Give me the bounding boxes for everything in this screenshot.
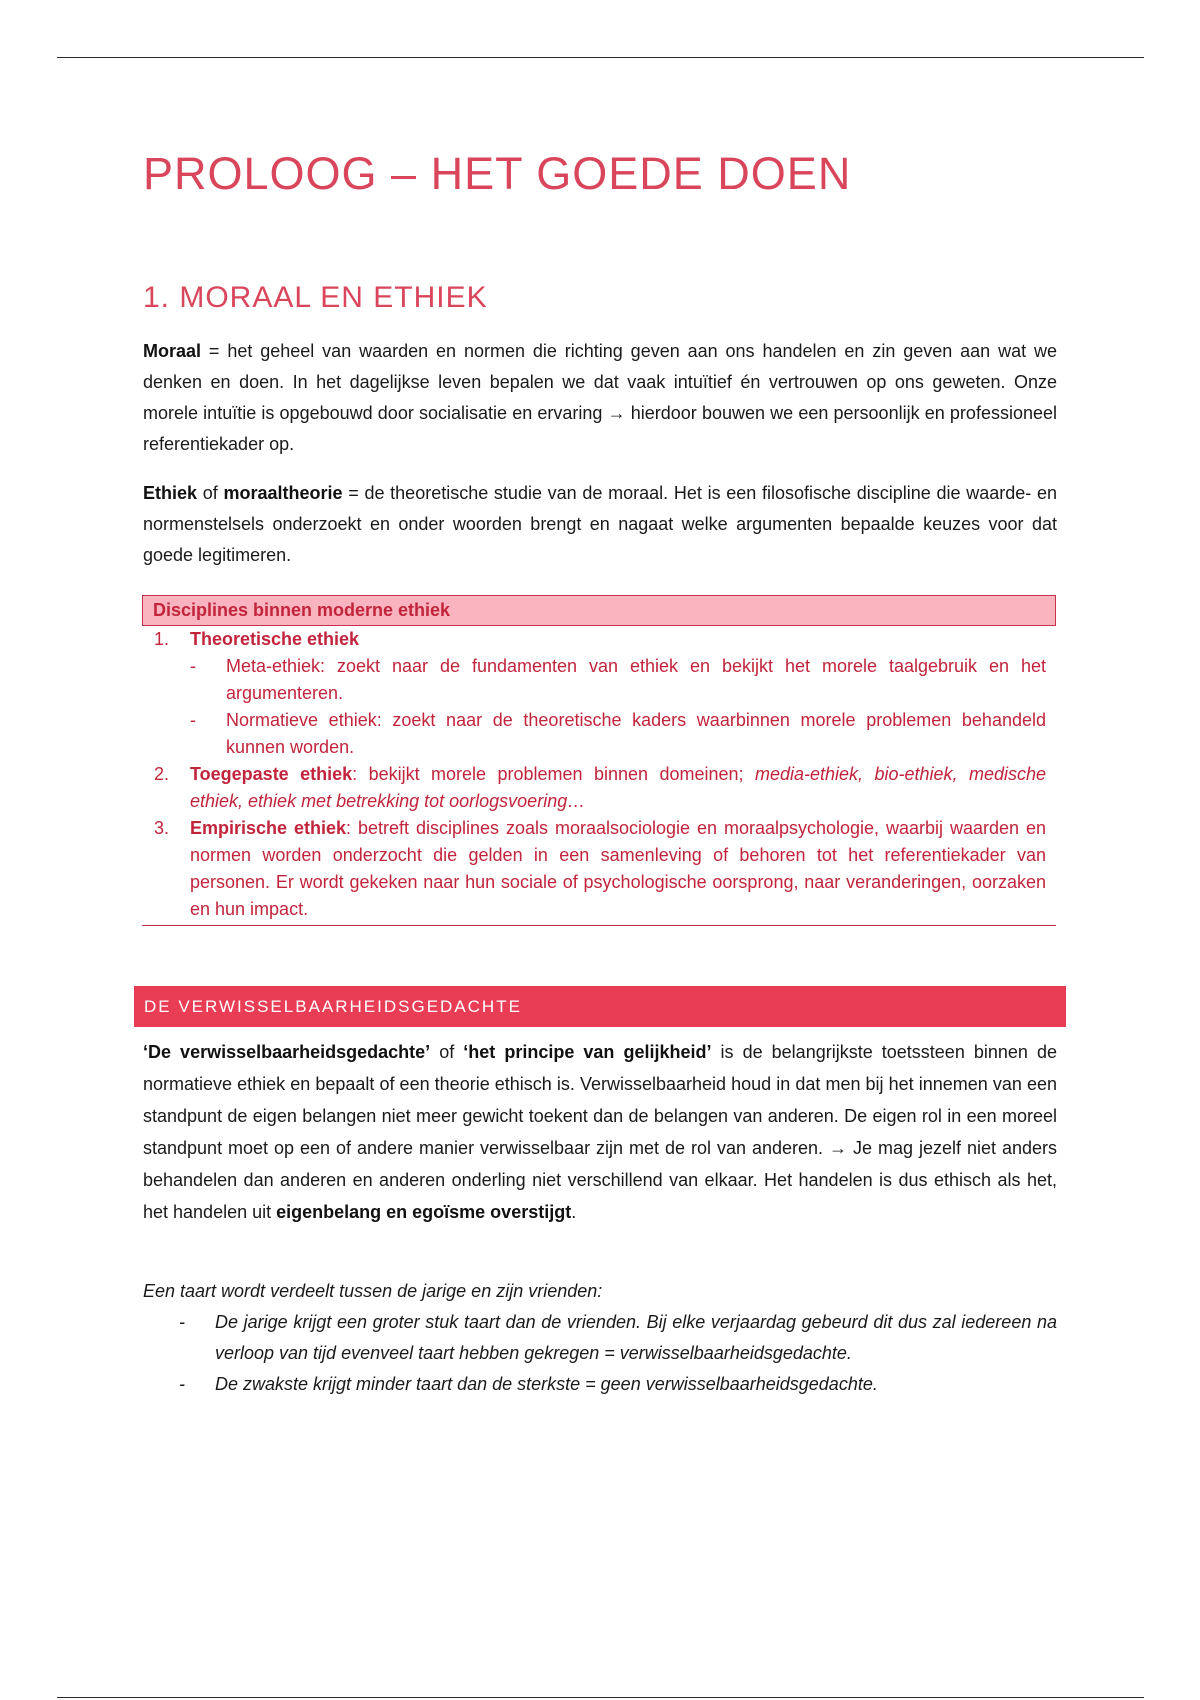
example-item	[143, 1369, 1057, 1400]
verwissel-paragraph	[143, 1036, 1057, 1228]
section-heading: 1. MORAAL EN ETHIEK	[143, 281, 488, 314]
dash-marker: -	[179, 1312, 185, 1332]
list-item-text: : bekijkt morele problemen binnen domeinen;	[352, 764, 755, 784]
list-item	[142, 626, 1046, 761]
example-item	[143, 1307, 1057, 1369]
list-item	[142, 761, 1046, 815]
ethiek-term: Ethiek	[143, 483, 198, 503]
list-item-label: Theoretische ethiek	[190, 629, 360, 649]
verwissel-text: is de belangrijkste toetssteen binnen de normatieve ethiek en bepaalt of een theorie ethisch is. Verwisselbaarheid houd in dat men bij het innemen van een standpunt de eigen belangen niet meer gewicht toekent dan de belangen van anderen. De eigen rol in een moreel standpunt moet op een of andere manier verwisselbaar zijn met de rol van anderen. → Je mag jezelf niet anders behandelen dan anderen en anderen onderling niet verschillend van elkaar. Het handelen is dus ethisch als het, het handelen uit	[143, 1042, 1057, 1222]
verwissel-end: .	[571, 1202, 577, 1222]
list-number: 1.	[154, 629, 170, 649]
list-item-label: Empirische ethiek	[190, 818, 347, 838]
top-rule	[57, 57, 1144, 58]
moraal-paragraph	[143, 336, 1057, 460]
dash-marker: -	[179, 1374, 185, 1394]
sub-list-item	[190, 707, 1046, 761]
page-title: PROLOOG – HET GOEDE DOEN	[143, 148, 852, 199]
list-item-label: Toegepaste ethiek	[190, 764, 353, 784]
sub-list-item	[190, 653, 1046, 707]
moraal-text: = het geheel van waarden en normen die richting geven aan ons handelen en zin geven aan wat we denken en doen. In het dagelijkse leven bepalen we dat vaak intuïtief én vertrouwen op ons geweten. Onze morele intuïtie is opgebouwd door socialisatie en ervaring → hierdoor bouwen we een persoonlijk en professioneel referentiekader op.	[143, 341, 1057, 454]
moraal-term: Moraal	[143, 341, 202, 361]
disciplines-box	[142, 595, 1056, 926]
list-item	[142, 815, 1046, 923]
ethiek-connector: of	[197, 483, 224, 503]
moraaltheorie-term: moraaltheorie	[223, 483, 343, 503]
ethiek-text: = de theoretische studie van de moraal. Het is een filosofische discipline die waarde- en normenstelsels onderzoekt en onder woorden brengt en nagaat welke argumenten bepaalde keuzes voor dat goede legitimeren.	[143, 483, 1058, 565]
example-block	[143, 1276, 1057, 1400]
list-number: 3.	[154, 818, 170, 838]
sub-list-text: Meta-ethiek: zoekt naar de fundamenten van ethiek en bekijkt het morele taalgebruik en het argumenteren.	[226, 656, 1046, 703]
disciplines-list	[142, 626, 1056, 925]
list-item-examples: media-ethiek, bio-ethiek, medische ethiek, ethiek met betrekking tot oorlogsvoering…	[190, 764, 1046, 811]
gelijkheid-term: ‘het principe van gelijkheid’	[463, 1042, 712, 1062]
ethiek-paragraph	[143, 478, 1057, 571]
bottom-rule	[57, 1697, 1144, 1698]
section-banner: DE VERWISSELBAARHEIDSGEDACHTE	[134, 986, 1066, 1027]
dash-marker: -	[190, 710, 196, 730]
list-number: 2.	[154, 764, 170, 784]
example-text: De zwakste krijgt minder taart dan de sterkste = geen verwisselbaarheidsgedachte.	[215, 1374, 878, 1394]
disciplines-box-header: Disciplines binnen moderne ethiek	[142, 595, 1056, 626]
egoisme-term: eigenbelang en egoïsme overstijgt	[276, 1202, 572, 1222]
sub-list-text: Normatieve ethiek: zoekt naar de theoretische kaders waarbinnen morele problemen behandeld kunnen worden.	[226, 710, 1046, 757]
list-item-text: : betreft disciplines zoals moraalsociologie en moraalpsychologie, waarbij waarden en normen worden onderzocht die gelden in een samenleving of behoren tot het referentiekader van personen. Er wordt gekeken naar hun sociale of psychologische oorsprong, naar veranderingen, oorzaken en hun impact.	[190, 818, 1046, 919]
verwissel-term: ‘De verwisselbaarheidsgedachte’	[143, 1042, 431, 1062]
example-text: De jarige krijgt een groter stuk taart dan de vrienden. Bij elke verjaardag gebeurd dit dus zal iedereen na verloop van tijd evenveel taart hebben gekregen = verwisselbaarheidsgedachte.	[215, 1312, 1057, 1363]
verwissel-connector: of	[430, 1042, 464, 1062]
dash-marker: -	[190, 656, 196, 676]
example-intro: Een taart wordt verdeelt tussen de jarige en zijn vrienden:	[143, 1281, 603, 1301]
